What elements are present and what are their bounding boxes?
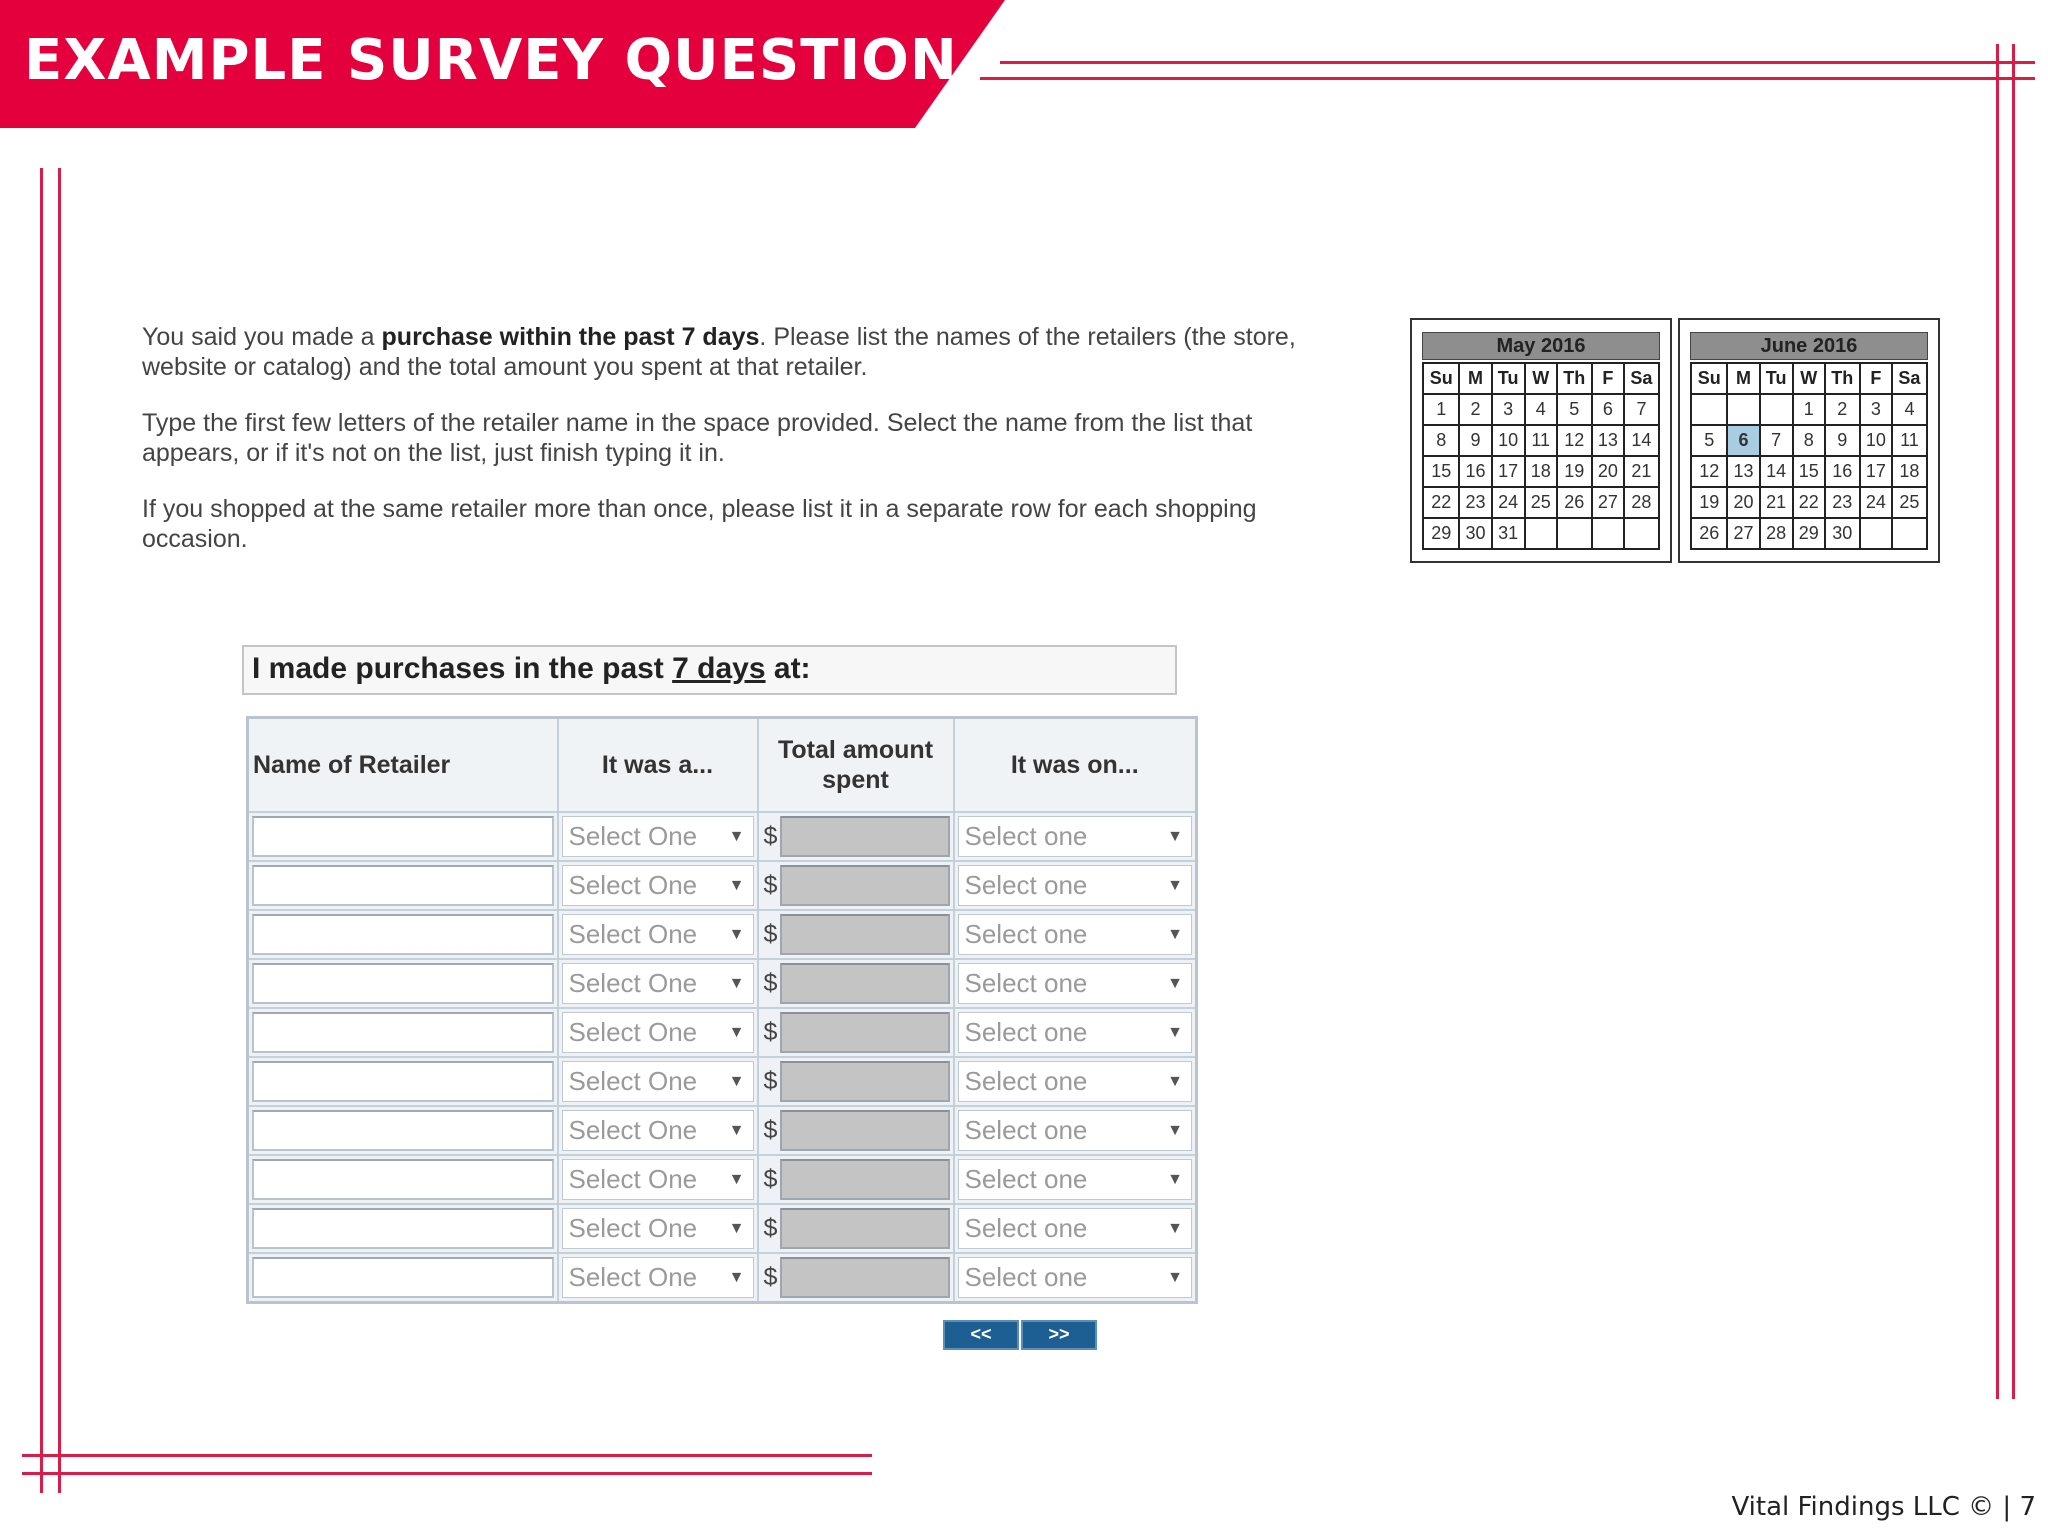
- calendar-day[interactable]: 15: [1793, 456, 1825, 487]
- type-cell: [558, 959, 758, 1008]
- calendar-day[interactable]: 31: [1492, 518, 1525, 549]
- purchase-date-select[interactable]: [958, 1208, 1193, 1249]
- calendar-weekday: Su: [1423, 363, 1459, 394]
- calendar-day[interactable]: 27: [1727, 518, 1759, 549]
- type-cell: [558, 1008, 758, 1057]
- calendar-day[interactable]: 28: [1760, 518, 1793, 549]
- calendar-day: [1860, 518, 1892, 549]
- select-value: Select one: [964, 1212, 1088, 1243]
- retailer-name-input[interactable]: [252, 914, 554, 955]
- retailer-cell: [248, 1106, 558, 1155]
- retailer-cell: [248, 959, 558, 1008]
- table-row: [248, 910, 1197, 959]
- purchase-date-select[interactable]: [958, 1012, 1193, 1053]
- purchase-type-select[interactable]: [562, 816, 754, 857]
- page-title: EXAMPLE SURVEY QUESTION: [24, 28, 958, 93]
- calendar-day[interactable]: 13: [1592, 425, 1624, 456]
- calendar-day: [1624, 518, 1659, 549]
- select-value: Select one: [964, 869, 1088, 900]
- purchase-date-select[interactable]: [958, 1159, 1193, 1200]
- amount-cell: [758, 1253, 954, 1303]
- retailer-cell: [248, 910, 558, 959]
- calendar-day: [1727, 394, 1759, 425]
- calendar-day[interactable]: 16: [1459, 456, 1491, 487]
- calendar-day[interactable]: 2: [1459, 394, 1491, 425]
- table-row: [248, 1155, 1197, 1204]
- calendar-day[interactable]: 23: [1459, 487, 1491, 518]
- amount-cell: [758, 812, 954, 861]
- purchase-type-select[interactable]: [562, 1061, 754, 1102]
- calendar-day[interactable]: 19: [1691, 487, 1727, 518]
- table-row: [248, 1106, 1197, 1155]
- calendar-day[interactable]: 6: [1727, 425, 1759, 456]
- calendar-day[interactable]: 23: [1825, 487, 1860, 518]
- select-value: Select One: [568, 918, 698, 949]
- retailer-name-input[interactable]: [252, 865, 554, 906]
- amount-input[interactable]: [780, 914, 950, 955]
- calendar-day[interactable]: 18: [1892, 456, 1927, 487]
- currency-symbol: $: [763, 1164, 778, 1193]
- purchase-date-select[interactable]: [958, 1110, 1193, 1151]
- table-row: [248, 1008, 1197, 1057]
- retailer-cell: [248, 812, 558, 861]
- calendar-day[interactable]: 12: [1691, 456, 1727, 487]
- chevron-down-icon: ▼: [728, 1219, 745, 1237]
- retailer-cell: [248, 861, 558, 910]
- retailer-name-input[interactable]: [252, 963, 554, 1004]
- purchase-date-select[interactable]: [958, 914, 1193, 955]
- amount-cell: [758, 1155, 954, 1204]
- calendar-month-label: June 2016: [1690, 332, 1928, 360]
- column-header-date: It was on...: [954, 718, 1197, 812]
- intro-paragraph-1: You said you made a purchase within the past 7 days. Please list the names of the retailers (the store, website or catalog) and the total amount you spent at that retailer.: [142, 323, 1296, 381]
- chevron-down-icon: ▼: [728, 1170, 745, 1188]
- type-cell: [558, 1106, 758, 1155]
- select-value: Select one: [964, 1114, 1088, 1145]
- select-value: Select One: [568, 1016, 698, 1047]
- chevron-down-icon: ▼: [728, 1072, 745, 1090]
- table-row: [248, 1204, 1197, 1253]
- retailer-name-input[interactable]: [252, 816, 554, 857]
- calendar-weekday: M: [1727, 363, 1759, 394]
- calendar-day[interactable]: 16: [1825, 456, 1860, 487]
- purchase-type-select[interactable]: [562, 914, 754, 955]
- date-cell: [954, 1106, 1197, 1155]
- footer-text: Vital Findings LLC © | 7: [1731, 1492, 2036, 1522]
- calendar-day[interactable]: 1: [1423, 394, 1459, 425]
- decor-rule: [22, 1454, 872, 1457]
- calendar-day[interactable]: 29: [1423, 518, 1459, 549]
- chevron-down-icon: ▼: [1167, 1170, 1183, 1188]
- purchase-date-select[interactable]: [958, 1257, 1193, 1298]
- calendar-weekday: W: [1793, 363, 1825, 394]
- purchase-date-select[interactable]: [958, 1061, 1193, 1102]
- purchase-type-select[interactable]: [562, 1208, 754, 1249]
- purchases-caption: I made purchases in the past 7 days at:: [242, 645, 1177, 695]
- column-header-amount: Total amount spent: [758, 718, 954, 812]
- table-row: [248, 1057, 1197, 1106]
- calendar-day[interactable]: 7: [1624, 394, 1659, 425]
- chevron-down-icon: ▼: [1167, 974, 1183, 992]
- calendar-day[interactable]: 5: [1691, 425, 1727, 456]
- chevron-down-icon: ▼: [1167, 1121, 1183, 1139]
- select-value: Select one: [964, 918, 1088, 949]
- calendar-day[interactable]: 9: [1825, 425, 1860, 456]
- calendar-weekday: Th: [1557, 363, 1592, 394]
- calendar-day[interactable]: 11: [1892, 425, 1927, 456]
- amount-input[interactable]: [780, 1159, 950, 1200]
- chevron-down-icon: ▼: [1167, 1023, 1183, 1041]
- calendar-day[interactable]: 13: [1727, 456, 1759, 487]
- select-value: Select One: [568, 820, 698, 851]
- calendar-weekday: F: [1592, 363, 1624, 394]
- calendar-day[interactable]: 27: [1592, 487, 1624, 518]
- calendar-day[interactable]: 10: [1492, 425, 1525, 456]
- retailer-name-input[interactable]: [252, 1012, 554, 1053]
- calendar-day[interactable]: 4: [1892, 394, 1927, 425]
- amount-input[interactable]: [780, 963, 950, 1004]
- purchase-date-select[interactable]: [958, 963, 1193, 1004]
- calendar-day[interactable]: 20: [1592, 456, 1624, 487]
- calendar-day[interactable]: 7: [1760, 425, 1793, 456]
- calendar-day[interactable]: 5: [1557, 394, 1592, 425]
- select-value: Select One: [568, 869, 698, 900]
- chevron-down-icon: ▼: [728, 827, 745, 845]
- chevron-down-icon: ▼: [1167, 1268, 1183, 1286]
- amount-cell: [758, 959, 954, 1008]
- calendar-weekday: F: [1860, 363, 1892, 394]
- amount-cell: [758, 1106, 954, 1155]
- retailer-cell: [248, 1008, 558, 1057]
- type-cell: [558, 812, 758, 861]
- calendar-day[interactable]: 8: [1793, 425, 1825, 456]
- calendar-day[interactable]: 14: [1624, 425, 1659, 456]
- calendar-weekday: W: [1525, 363, 1557, 394]
- amount-cell: [758, 910, 954, 959]
- calendar-june: [1678, 318, 1940, 563]
- decor-rule: [2012, 44, 2015, 1399]
- currency-symbol: $: [763, 1066, 778, 1095]
- date-cell: [954, 959, 1197, 1008]
- select-value: Select one: [964, 967, 1088, 998]
- select-value: Select One: [568, 1163, 698, 1194]
- intro-paragraph-3: If you shopped at the same retailer more than once, please list it in a separate row for each shopping occasion.: [142, 495, 1257, 553]
- date-cell: [954, 1008, 1197, 1057]
- select-value: Select one: [964, 820, 1088, 851]
- amount-input[interactable]: [780, 865, 950, 906]
- chevron-down-icon: ▼: [1167, 925, 1183, 943]
- amount-input[interactable]: [780, 1012, 950, 1053]
- amount-input[interactable]: [780, 1257, 950, 1298]
- calendar-day[interactable]: 24: [1492, 487, 1525, 518]
- currency-symbol: $: [763, 870, 778, 899]
- chevron-down-icon: ▼: [728, 876, 745, 894]
- chevron-down-icon: ▼: [728, 1268, 745, 1286]
- amount-input[interactable]: [780, 1208, 950, 1249]
- calendar-weekday: Su: [1691, 363, 1727, 394]
- date-cell: [954, 1204, 1197, 1253]
- calendar-day: [1760, 394, 1793, 425]
- date-cell: [954, 861, 1197, 910]
- calendar-day[interactable]: 1: [1793, 394, 1825, 425]
- calendar-day[interactable]: 25: [1892, 487, 1927, 518]
- type-cell: [558, 1155, 758, 1204]
- column-header-retailer: Name of Retailer: [248, 718, 558, 812]
- purchase-type-select[interactable]: [562, 1257, 754, 1298]
- decor-rule: [58, 168, 61, 1493]
- purchase-date-select[interactable]: [958, 816, 1193, 857]
- select-value: Select One: [568, 1065, 698, 1096]
- retailer-name-input[interactable]: [252, 1159, 554, 1200]
- calendar-day[interactable]: 28: [1624, 487, 1659, 518]
- retailer-cell: [248, 1155, 558, 1204]
- type-cell: [558, 1057, 758, 1106]
- calendar-day[interactable]: 8: [1423, 425, 1459, 456]
- back-button[interactable]: <<: [943, 1320, 1019, 1350]
- purchase-type-select[interactable]: [562, 963, 754, 1004]
- type-cell: [558, 861, 758, 910]
- calendar-month-label: May 2016: [1422, 332, 1660, 360]
- chevron-down-icon: ▼: [728, 1121, 745, 1139]
- purchase-type-select[interactable]: [562, 1110, 754, 1151]
- retailer-name-input[interactable]: [252, 1061, 554, 1102]
- calendar-day[interactable]: 21: [1760, 487, 1793, 518]
- calendar-day[interactable]: 22: [1423, 487, 1459, 518]
- purchase-type-select[interactable]: [562, 865, 754, 906]
- decor-rule: [1000, 61, 2035, 64]
- select-value: Select One: [568, 1114, 698, 1145]
- calendar-day[interactable]: 17: [1860, 456, 1892, 487]
- decor-rule: [1996, 44, 1999, 1399]
- type-cell: [558, 1204, 758, 1253]
- calendar-weekday: Sa: [1624, 363, 1659, 394]
- currency-symbol: $: [763, 1213, 778, 1242]
- calendar-day: [1592, 518, 1624, 549]
- type-cell: [558, 910, 758, 959]
- amount-cell: [758, 861, 954, 910]
- select-value: Select One: [568, 1212, 698, 1243]
- calendar-day[interactable]: 21: [1624, 456, 1659, 487]
- table-row: [248, 1253, 1197, 1303]
- amount-input[interactable]: [780, 1110, 950, 1151]
- calendar-day[interactable]: 2: [1825, 394, 1860, 425]
- calendar-day[interactable]: 24: [1860, 487, 1892, 518]
- calendar-day[interactable]: 19: [1557, 456, 1592, 487]
- chevron-down-icon: ▼: [728, 1023, 745, 1041]
- calendar-day[interactable]: 17: [1492, 456, 1525, 487]
- select-value: Select one: [964, 1163, 1088, 1194]
- calendar-weekday: M: [1459, 363, 1491, 394]
- decor-rule: [40, 168, 43, 1493]
- purchase-type-select[interactable]: [562, 1159, 754, 1200]
- calendar-day[interactable]: 15: [1423, 456, 1459, 487]
- chevron-down-icon: ▼: [1167, 827, 1183, 845]
- currency-symbol: $: [763, 1115, 778, 1144]
- type-cell: [558, 1253, 758, 1303]
- date-cell: [954, 1057, 1197, 1106]
- calendar-day[interactable]: 9: [1459, 425, 1491, 456]
- chevron-down-icon: ▼: [728, 925, 745, 943]
- calendar-weekday: Sa: [1892, 363, 1927, 394]
- purchase-date-select[interactable]: [958, 865, 1193, 906]
- calendar-day[interactable]: 26: [1691, 518, 1727, 549]
- amount-input[interactable]: [780, 816, 950, 857]
- retailer-name-input[interactable]: [252, 1257, 554, 1298]
- calendar-day[interactable]: 22: [1793, 487, 1825, 518]
- date-cell: [954, 910, 1197, 959]
- amount-cell: [758, 1057, 954, 1106]
- calendar-day[interactable]: 6: [1592, 394, 1624, 425]
- calendar-weekday: Th: [1825, 363, 1860, 394]
- amount-cell: [758, 1008, 954, 1057]
- calendar-weekday: Tu: [1760, 363, 1793, 394]
- retailer-name-input[interactable]: [252, 1208, 554, 1249]
- calendar-day[interactable]: 12: [1557, 425, 1592, 456]
- date-cell: [954, 1253, 1197, 1303]
- intro-paragraph-2: Type the first few letters of the retailer name in the space provided. Select the name from the list that appears, or if it's not on the list, just finish typing it in.: [142, 409, 1253, 467]
- retailer-name-input[interactable]: [252, 1110, 554, 1151]
- calendar-day[interactable]: 30: [1459, 518, 1491, 549]
- retailer-cell: [248, 1204, 558, 1253]
- calendar-grid: [1422, 362, 1660, 550]
- select-value: Select One: [568, 1261, 698, 1292]
- calendar-day: [1691, 394, 1727, 425]
- currency-symbol: $: [763, 919, 778, 948]
- currency-symbol: $: [763, 821, 778, 850]
- table-row: [248, 861, 1197, 910]
- table-row: [248, 812, 1197, 861]
- calendar-day: [1557, 518, 1592, 549]
- chevron-down-icon: ▼: [1167, 876, 1183, 894]
- currency-symbol: $: [763, 1262, 778, 1291]
- calendar-day[interactable]: 25: [1525, 487, 1557, 518]
- select-value: Select One: [568, 967, 698, 998]
- next-button[interactable]: >>: [1021, 1320, 1097, 1350]
- column-header-type: It was a...: [558, 718, 758, 812]
- currency-symbol: $: [763, 1017, 778, 1046]
- calendar-grid: [1690, 362, 1928, 550]
- chevron-down-icon: ▼: [1167, 1219, 1183, 1237]
- table-row: [248, 959, 1197, 1008]
- calendar-day[interactable]: 29: [1793, 518, 1825, 549]
- select-value: Select one: [964, 1065, 1088, 1096]
- select-value: Select one: [964, 1016, 1088, 1047]
- calendar-day: [1892, 518, 1927, 549]
- decor-rule: [980, 77, 2035, 80]
- decor-rule: [22, 1472, 872, 1475]
- calendar-day[interactable]: 18: [1525, 456, 1557, 487]
- amount-cell: [758, 1204, 954, 1253]
- calendar-day[interactable]: 3: [1860, 394, 1892, 425]
- calendar-day[interactable]: 20: [1727, 487, 1759, 518]
- calendar-day[interactable]: 11: [1525, 425, 1557, 456]
- date-cell: [954, 1155, 1197, 1204]
- amount-input[interactable]: [780, 1061, 950, 1102]
- calendar-day[interactable]: 26: [1557, 487, 1592, 518]
- currency-symbol: $: [763, 968, 778, 997]
- intro-text: [142, 322, 1352, 580]
- calendar-weekday: Tu: [1492, 363, 1525, 394]
- chevron-down-icon: ▼: [728, 974, 745, 992]
- retailer-cell: [248, 1057, 558, 1106]
- purchases-table: [246, 716, 1198, 1304]
- calendar-day[interactable]: 30: [1825, 518, 1860, 549]
- select-value: Select one: [964, 1261, 1088, 1292]
- calendar-day[interactable]: 14: [1760, 456, 1793, 487]
- calendar-day[interactable]: 10: [1860, 425, 1892, 456]
- calendar-day[interactable]: 4: [1525, 394, 1557, 425]
- date-cell: [954, 812, 1197, 861]
- chevron-down-icon: ▼: [1167, 1072, 1183, 1090]
- calendar-day[interactable]: 3: [1492, 394, 1525, 425]
- calendar-day: [1525, 518, 1557, 549]
- purchase-type-select[interactable]: [562, 1012, 754, 1053]
- retailer-cell: [248, 1253, 558, 1303]
- calendar-may: [1410, 318, 1672, 563]
